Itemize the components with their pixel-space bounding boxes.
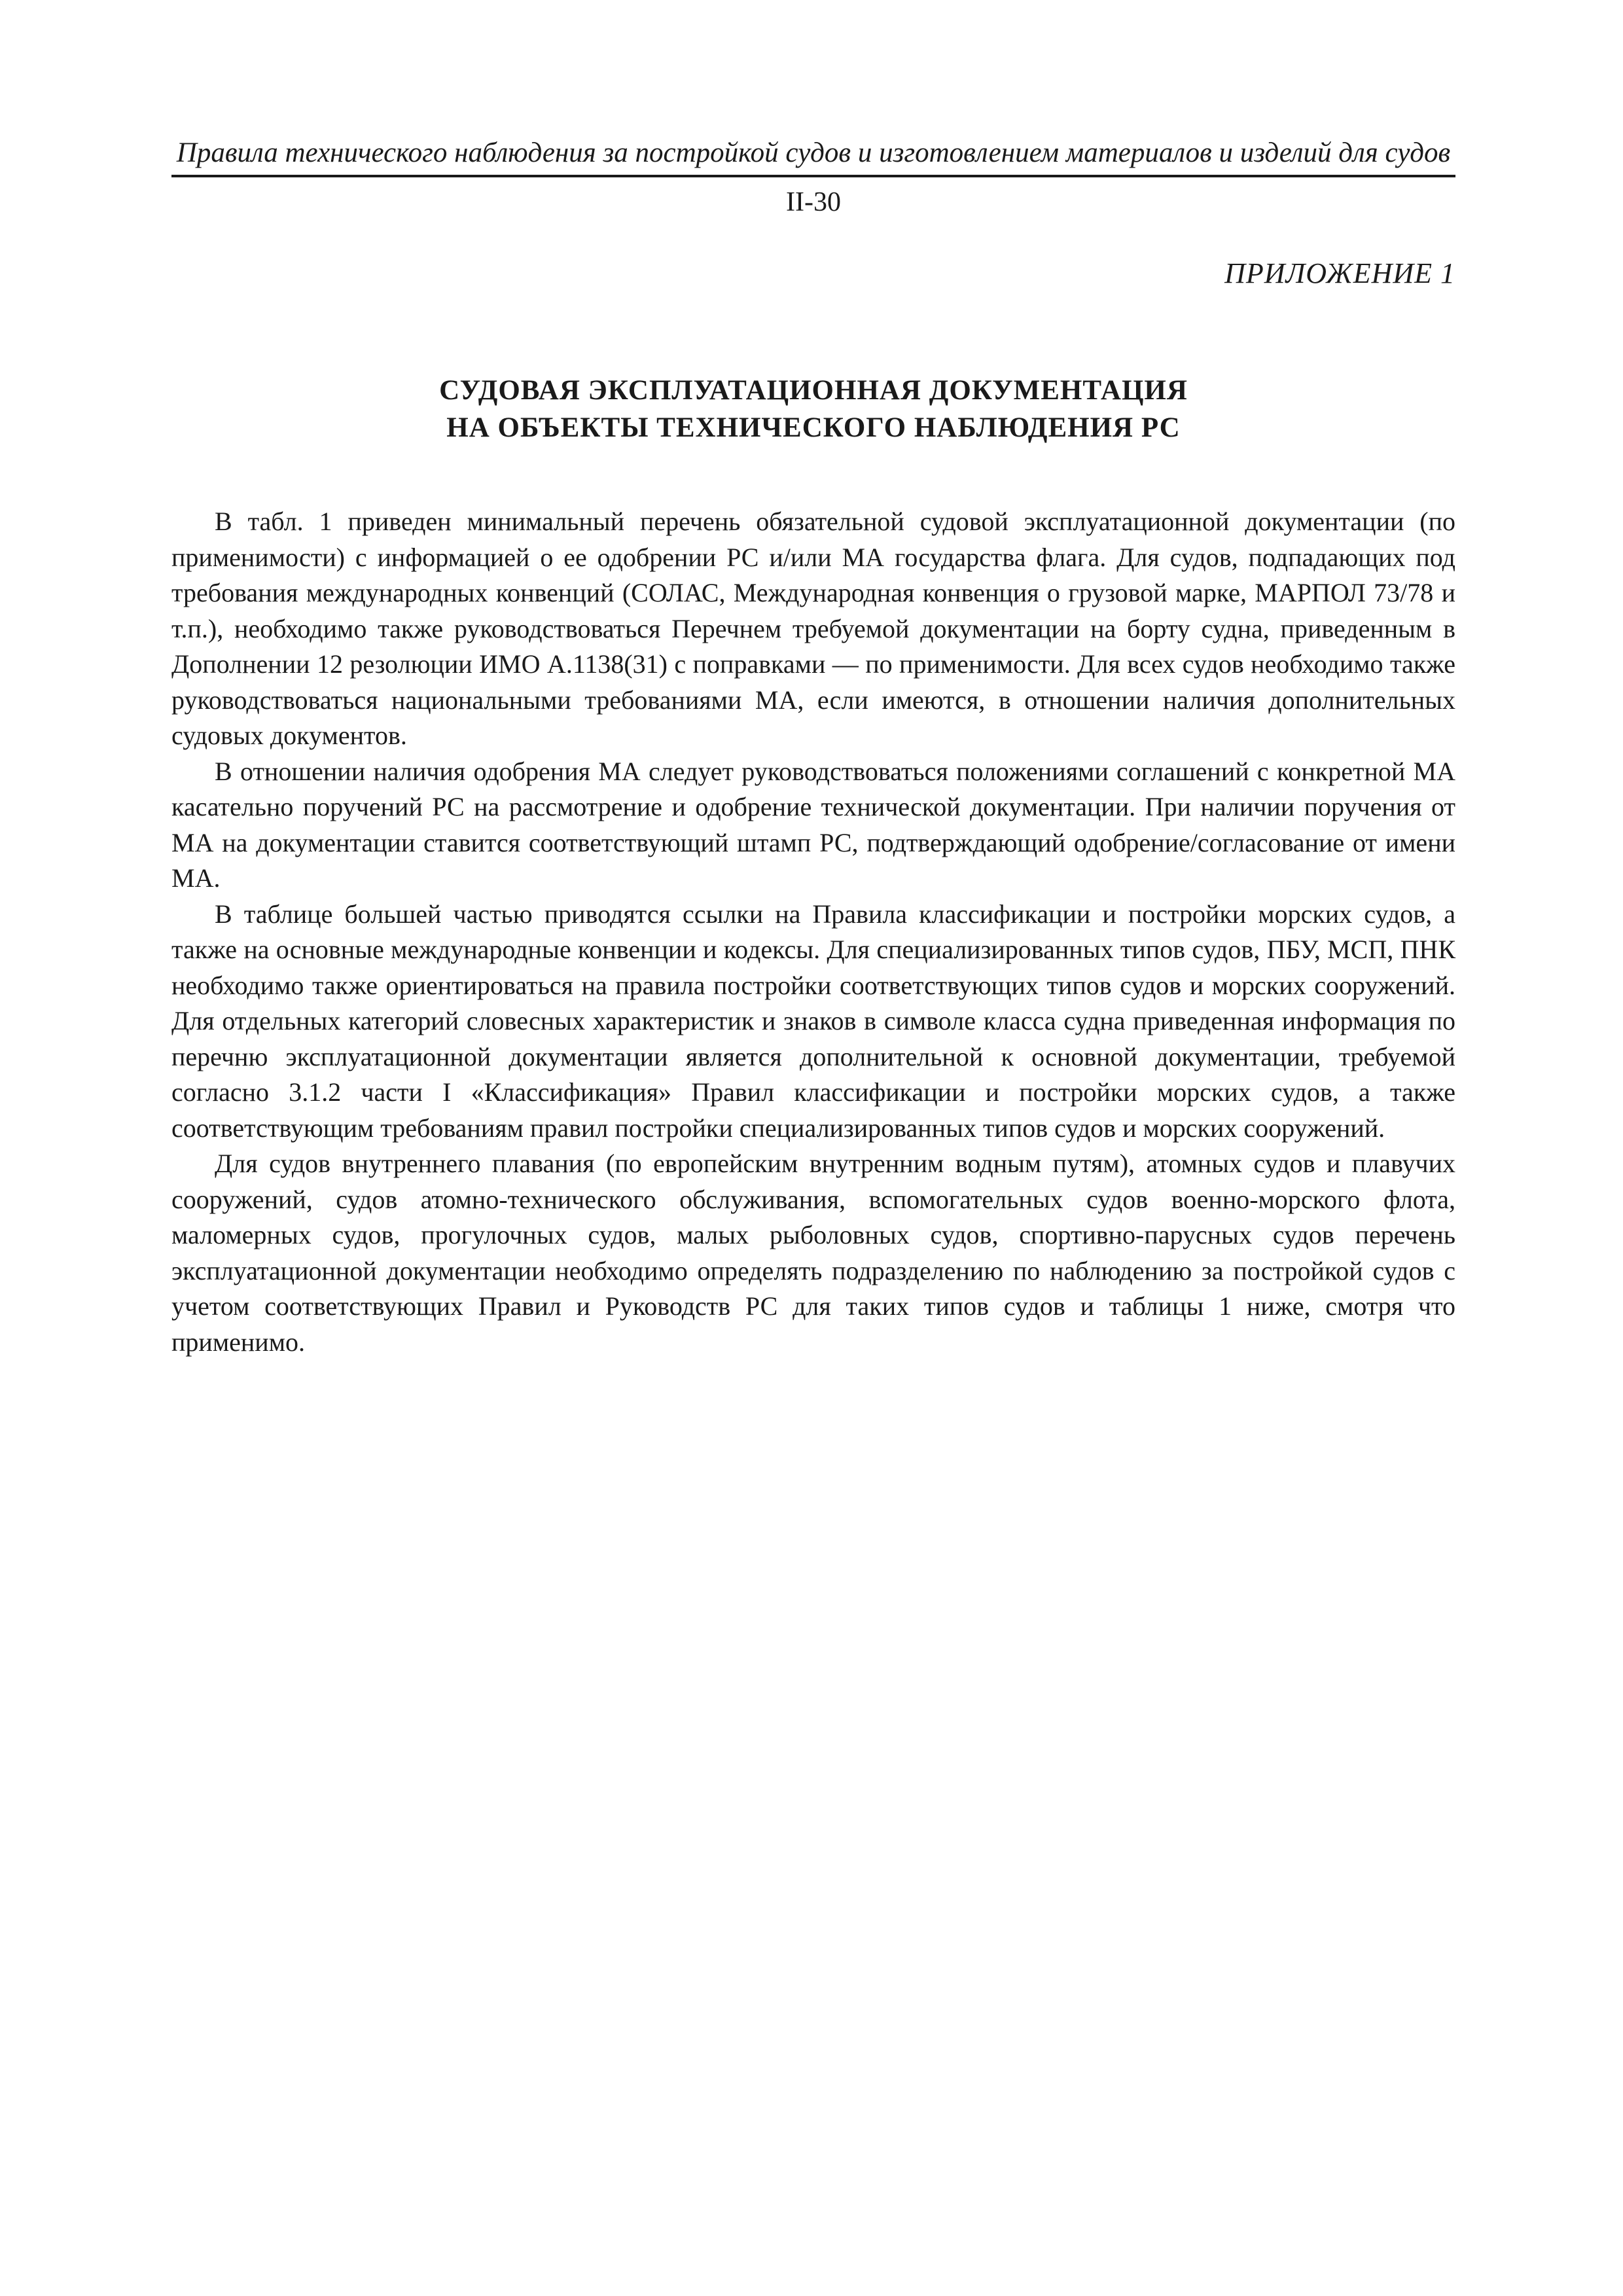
paragraph-1: В табл. 1 приведен минимальный перечень обязательной судовой эксплуатационной документации (по применимости) с информацией о ее одобрении РС и/или МА государства флага. Для судов, подпадающих под требования международных конвенций (СОЛАС, Международная конвенция о грузовой марке, МАРПОЛ 73/78 и т.п.), необходимо также руководствоваться Перечнем требуемой документации на борту судна, приведенным в Дополнении 12 резолюции ИМО А.1138(31) с поправками — по применимости. Для всех судов необходимо также руководствоваться национальными требованиями МА, если имеются, в отношении наличия дополнительных судовых документов.	[171, 507, 1455, 750]
page-number: II-30	[786, 187, 841, 217]
document-title-line-2: НА ОБЪЕКТЫ ТЕХНИЧЕСКОГО НАБЛЮДЕНИЯ РС	[446, 412, 1181, 443]
document-title-line-1: СУДОВАЯ ЭКСПЛУАТАЦИОННАЯ ДОКУМЕНТАЦИЯ	[439, 375, 1188, 406]
paragraph-4: Для судов внутреннего плавания (по европейским внутренним водным путям), атомных судов и плавучих сооружений, судов атомно-технического обслуживания, вспомогательных судов военно-морского флота, маломерных судов, прогулочных судов, малых рыболовных судов, спортивно-парусных судов перечень эксплуатационной документации необходимо определять подразделению по наблюдению за постройкой судов с учетом соответствующих Правил и Руководств РС для таких типов судов и таблицы 1 ниже, смотря что применимо.	[171, 1149, 1455, 1357]
header-rule	[171, 175, 1455, 177]
appendix-label: ПРИЛОЖЕНИЕ 1	[1224, 257, 1455, 289]
document-title	[171, 372, 1455, 446]
body-text	[171, 504, 1455, 1360]
paragraph-3: В таблице большей частью приводятся ссылки на Правила классификации и постройки морских судов, а также на основные международные конвенции и кодексы. Для специализированных типов судов, ПБУ, МСП, ПНК необходимо также ориентироваться на правила постройки соответствующих типов судов и морских сооружений. Для отдельных категорий словесных характеристик и знаков в символе класса судна приведенная информация по перечню эксплуатационной документации является дополнительной к основной документации, требуемой согласно 3.1.2 части I «Классификация» Правил классификации и постройки морских судов, а также соответствующим требованиям правил постройки специализированных типов судов и морских сооружений.	[171, 899, 1455, 1143]
paragraph-2: В отношении наличия одобрения МА следует руководствоваться положениями соглашений с конкретной МА касательно поручений РС на рассмотрение и одобрение технической документации. При наличии поручения от МА на документации ставится соответствующий штамп РС, подтверждающий одобрение/согласование от имени МА.	[171, 756, 1455, 893]
running-header-title: Правила технического наблюдения за постройкой судов и изготовлением материалов и изделий для судов	[176, 137, 1451, 168]
